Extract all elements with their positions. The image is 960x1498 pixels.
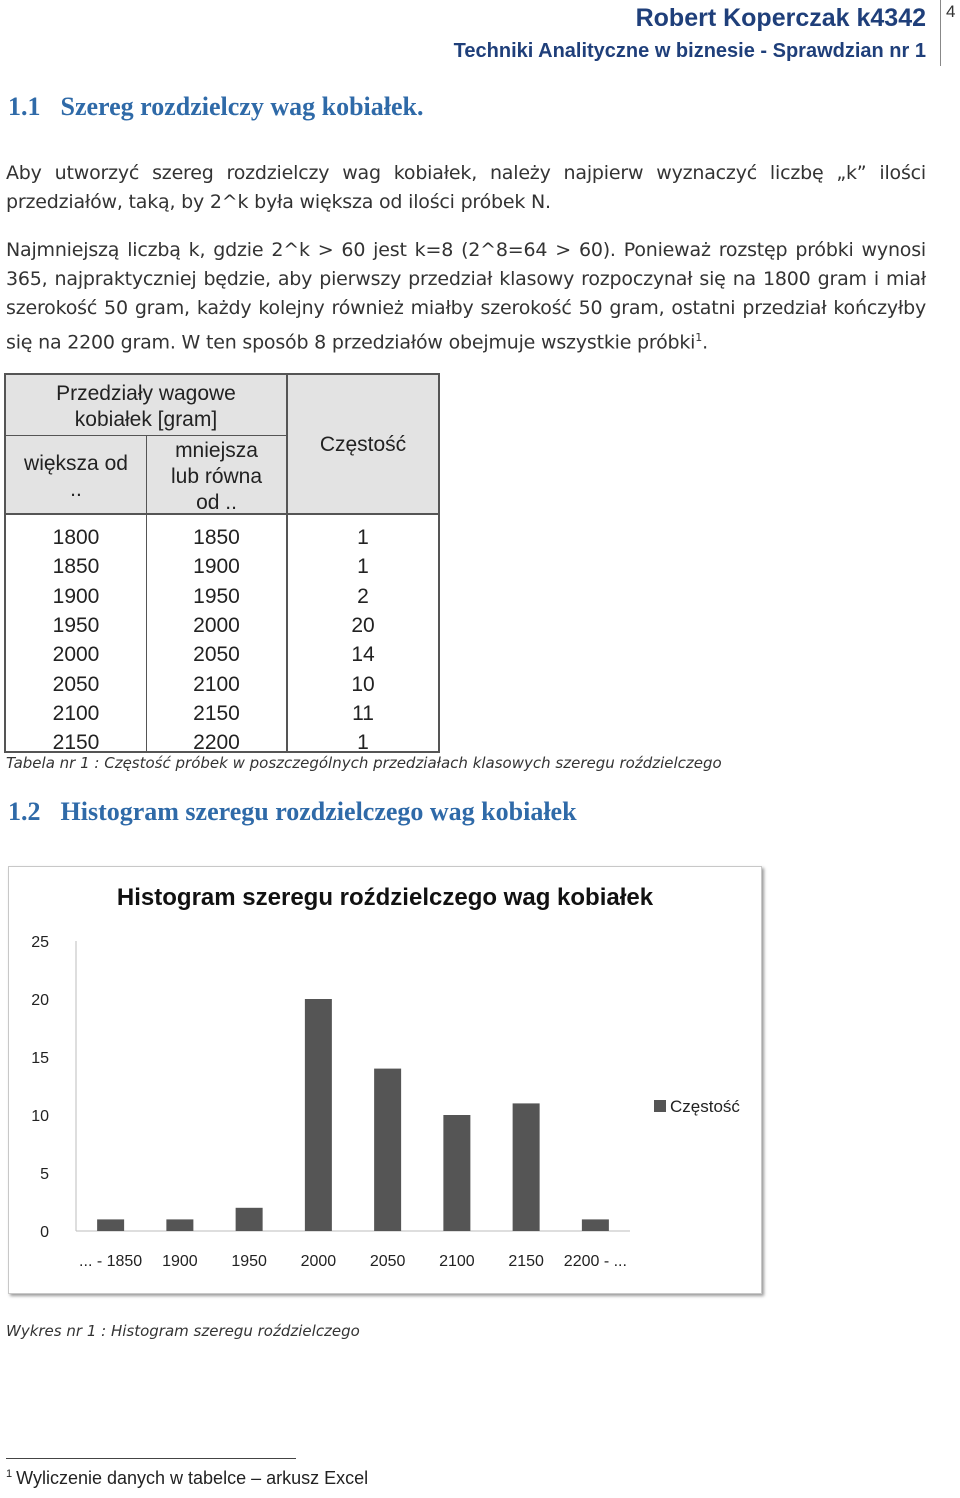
chart-bar bbox=[513, 1103, 540, 1231]
table-caption: Tabela nr 1 : Częstość próbek w poszczególnych przedziałach klasowych szeregu roździelczego bbox=[6, 754, 722, 772]
section-number: 1.1 bbox=[8, 92, 41, 121]
chart-x-tick-label: 2050 bbox=[369, 1253, 406, 1270]
chart-y-tick-label: 15 bbox=[31, 1050, 49, 1067]
paragraph-2-text: Najmniejszą liczbą k, gdzie 2^k > 60 jest k=8 (2^8=64 > 60). Ponieważ rozstęp próbki wynosi 365, najpraktyczniej będzie, aby pierwszy przedział klasowy rozpoczynał się na 1800 gram i miał szerokość 50 gram, każdy kolejny również miałby szerokość 50 gram, ostatni przedział kończyłby się na 2200 gram. W ten sposób 8 przedziałów obejmuje wszystkie próbki bbox=[6, 239, 926, 354]
chart-legend-label: Częstość bbox=[670, 1097, 740, 1116]
table-cell-from: 2150 bbox=[52, 731, 100, 755]
table-header-line: mniejsza bbox=[175, 439, 258, 462]
chart-bar bbox=[443, 1115, 470, 1231]
section-title: Szereg rozdzielczy wag kobiałek. bbox=[60, 92, 424, 121]
chart-title: Histogram szeregu roździelczego wag kobiałek bbox=[116, 884, 654, 911]
table-cell-freq: 11 bbox=[352, 701, 374, 725]
table-cell-from: 1900 bbox=[52, 584, 100, 608]
chart-x-tick-label: 1900 bbox=[162, 1253, 198, 1270]
table-header-line: większa od bbox=[24, 452, 128, 475]
chart-y-tick-label: 20 bbox=[31, 992, 49, 1009]
footnote bbox=[6, 1468, 368, 1489]
chart-caption: Wykres nr 1 : Histogram szeregu roździelczego bbox=[6, 1322, 360, 1340]
section-title: Histogram szeregu rozdzielczego wag kobiałek bbox=[60, 797, 577, 826]
table-header-line: .. bbox=[70, 478, 82, 501]
footnote-ref: 1 bbox=[695, 331, 703, 344]
section-number: 1.2 bbox=[8, 797, 41, 826]
chart-x-tick-label: 2150 bbox=[508, 1253, 544, 1270]
table-cell-to: 2050 bbox=[193, 643, 240, 667]
table-cell-freq: 1 bbox=[357, 555, 369, 579]
chart-x-tick-label: 2000 bbox=[300, 1253, 337, 1270]
chart-y-tick-label: 0 bbox=[40, 1224, 49, 1241]
chart-y-tick-label: 10 bbox=[31, 1108, 49, 1125]
table-cell-freq: 10 bbox=[351, 672, 375, 696]
table-cell-from: 2100 bbox=[52, 701, 100, 725]
chart-x-tick-label: 2200 - ... bbox=[563, 1253, 627, 1270]
table-header-line: lub równa bbox=[170, 465, 263, 488]
table-cell-from: 1950 bbox=[52, 613, 100, 637]
table-cell-freq: 20 bbox=[351, 613, 375, 637]
paragraph-2-end: . bbox=[702, 331, 708, 354]
table-col-freq-header: Częstość bbox=[319, 433, 407, 456]
chart-y-tick-label: 5 bbox=[40, 1166, 49, 1183]
table-cell-freq: 1 bbox=[357, 526, 369, 549]
table-cell-to: 1900 bbox=[193, 555, 240, 579]
table-cell-from: 2000 bbox=[52, 643, 100, 667]
chart-bar bbox=[374, 1069, 401, 1231]
table-cell-from: 1850 bbox=[52, 555, 100, 579]
chart-x-tick-label: ... - 1850 bbox=[79, 1253, 143, 1270]
chart-x-tick-label: 2100 bbox=[439, 1253, 475, 1270]
table-cell-to: 2100 bbox=[193, 672, 240, 696]
table-cell-freq: 2 bbox=[357, 584, 369, 608]
table-group-header-line: kobiałek [gram] bbox=[74, 408, 218, 431]
chart-bar bbox=[305, 999, 332, 1231]
page-number: 4 bbox=[946, 2, 956, 21]
paragraph-1: Aby utworzyć szereg rozdzielczy wag kobiałek, należy najpierw wyznaczyć liczbę „k” ilości przedziałów, taką, by 2^k była większa od ilości próbek N. bbox=[6, 162, 926, 213]
chart-bar bbox=[166, 1219, 193, 1231]
table-cell-to: 2150 bbox=[193, 701, 240, 725]
footnote-number: 1 bbox=[6, 1468, 13, 1480]
header-author: Robert Koperczak k4342 bbox=[635, 4, 926, 32]
table-cell-freq: 1 bbox=[357, 731, 369, 755]
table-cell-to: 2000 bbox=[193, 613, 240, 637]
chart-bar bbox=[236, 1208, 263, 1231]
header-subtitle: Techniki Analityczne w biznesie - Sprawdzian nr 1 bbox=[453, 40, 926, 62]
chart-legend-swatch bbox=[654, 1100, 666, 1112]
table-cell-to: 1950 bbox=[193, 584, 240, 608]
chart-bar bbox=[97, 1219, 124, 1231]
table-group-header-line: Przedziały wagowe bbox=[56, 382, 236, 405]
chart-bar bbox=[582, 1219, 609, 1231]
chart-x-tick-label: 1950 bbox=[231, 1253, 267, 1270]
table-header-line: od .. bbox=[196, 491, 237, 514]
table-cell-to: 1850 bbox=[193, 526, 240, 549]
footnote-divider bbox=[6, 1458, 296, 1459]
table-cell-freq: 14 bbox=[351, 643, 375, 667]
table-cell-to: 2200 bbox=[193, 731, 240, 755]
chart-y-tick-label: 25 bbox=[31, 934, 49, 951]
table-cell-from: 2050 bbox=[52, 672, 100, 696]
footnote-text: Wyliczenie danych w tabelce – arkusz Excel bbox=[16, 1468, 369, 1488]
table-cell-from: 1800 bbox=[52, 526, 100, 549]
